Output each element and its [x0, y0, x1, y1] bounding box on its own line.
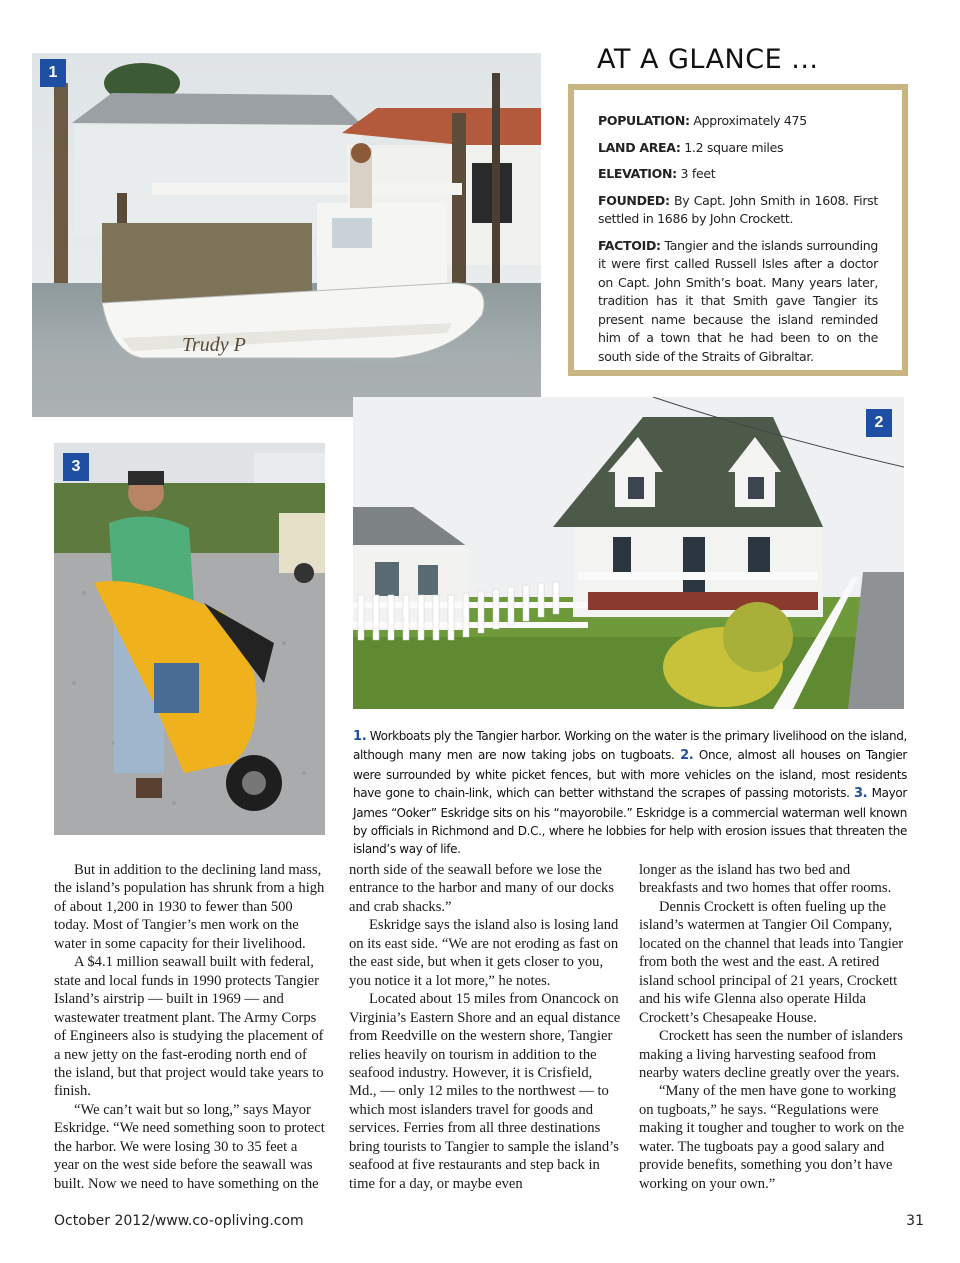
article-column-1: [54, 861, 326, 1193]
glance-founded: FOUNDED: By Capt. John Smith in 1608. First settled in 1686 by John Crockett.: [598, 192, 878, 226]
house-photo: [353, 397, 904, 709]
article-column-3: [639, 861, 911, 1193]
footer-date-url: October 2012/www.co-opliving.com: [54, 1213, 304, 1229]
photo-badge-3: 3: [63, 453, 89, 481]
page-number: 31: [906, 1213, 924, 1229]
caption-number-3: 3.: [853, 786, 868, 802]
glance-factoid: FACTOID: Tangier and the islands surrounding it were first called Russell Isles after a doctor on Capt. John Smith’s boat. Many years later, tradition has it that Smith gave Tangier its present name because the island reminded him of a town that he had been to on the south side of the Straits of Gibraltar.: [598, 237, 878, 364]
harbor-photo: [32, 53, 541, 417]
photo-caption: [353, 727, 907, 859]
glance-land-area: LAND AREA: 1.2 square miles: [598, 139, 784, 155]
caption-text-2: Once, almost all houses on Tangier were surrounded by white picket fences, but with more vehicles on the island, most residents have gone to chain-link, which can better withstand the scrapes of passing motorists.: [353, 748, 907, 801]
mayor-photo: [54, 443, 325, 835]
article-paragraph: Located about 15 miles from Onancock on Virginia’s Eastern Shore and an equal distance from Reedville on the western shore, Tangier relies heavily on tourism in addition to the seafood industry. However, it is Crisfield, Md., — only 12 miles to the northwest — to which most islanders travel for goods and services. Ferries from all three destinations bring tourists to Tangier to sample the island’s seafood at five restaurants and step back in time for a day, or maybe even: [349, 991, 621, 1192]
glance-elevation: ELEVATION: 3 feet: [598, 166, 716, 181]
caption-text-1: Workboats ply the Tangier harbor. Working on the water is the primary livelihood on the island, although many men are now taking jobs on tugboats.: [353, 729, 907, 763]
photo-badge-1: 1: [40, 59, 66, 87]
article-paragraph: “Many of the men have gone to working on tugboats,” he says. “Regulations were making it tougher and tougher to work on the water. The tugboats pay a good salary and provide benefits, something you don’t have working on your own.”: [639, 1083, 905, 1192]
article-paragraph: north side of the seawall before we lose the entrance to the harbor and many of our docks and crab shacks.”: [349, 862, 615, 915]
article-paragraph: But in addition to the declining land mass, the island’s population has shrunk from a high of about 1,200 in 1930 to fewer than 500 today. Most of Tangier’s men work on the water in some capacity for their livelihood.: [54, 862, 325, 952]
article-paragraph: Crockett has seen the number of islanders making a living harvesting seafood from nearby waters decline greatly over the years.: [639, 1028, 903, 1081]
article-paragraph: longer as the island has two bed and breakfasts and two homes that offer rooms.: [639, 862, 892, 897]
caption-text-3: Mayor James “Ooker” Eskridge sits on his “mayorobile.” Eskridge is a commercial waterman well known by officials in Richmond and D.C., where he lobbies for help with erosion issues that threaten the island’s way of life.: [353, 786, 907, 857]
article-paragraph: “We can’t wait but so long,” says Mayor Eskridge. “We need something soon to protect the harbor. We were losing 30 to 35 feet a year on the west side before the seawall was built. Now we need to have something on the: [54, 1101, 325, 1192]
article-paragraph: Eskridge says the island also is losing land on its east side. “We are not eroding as fast on the east side, but when it gets closer to you, you notice it a lot more,” he notes.: [349, 917, 619, 989]
article-paragraph: A $4.1 million seawall built with federal, state and local funds in 1990 protects Tangier Island’s airstrip — built in 1969 — and wastewater treatment plant. The Army Corps of Engineers also is studying the placement of a new jetty on the fast-eroding north end of the island, but that project would take years to finish.: [54, 954, 324, 1100]
boat-name-text: Trudy P: [182, 334, 246, 356]
glance-box: [568, 84, 908, 376]
glance-title: AT A GLANCE ...: [597, 44, 819, 75]
caption-number-1: 1.: [353, 729, 367, 744]
caption-number-2: 2.: [680, 748, 694, 764]
article-paragraph: Dennis Crockett is often fueling up the island’s watermen at Tangier Oil Company, located on the channel that leads into Tangier from both the west and the east. A retired island school principal of 21 years, Crockett and his wife Glenna also operate Hilda Crockett’s Chesapeake House.: [639, 898, 904, 1026]
photo-badge-2: 2: [866, 409, 892, 437]
article-column-2: [349, 861, 621, 1193]
glance-population: POPULATION: Approximately 475: [598, 113, 807, 128]
